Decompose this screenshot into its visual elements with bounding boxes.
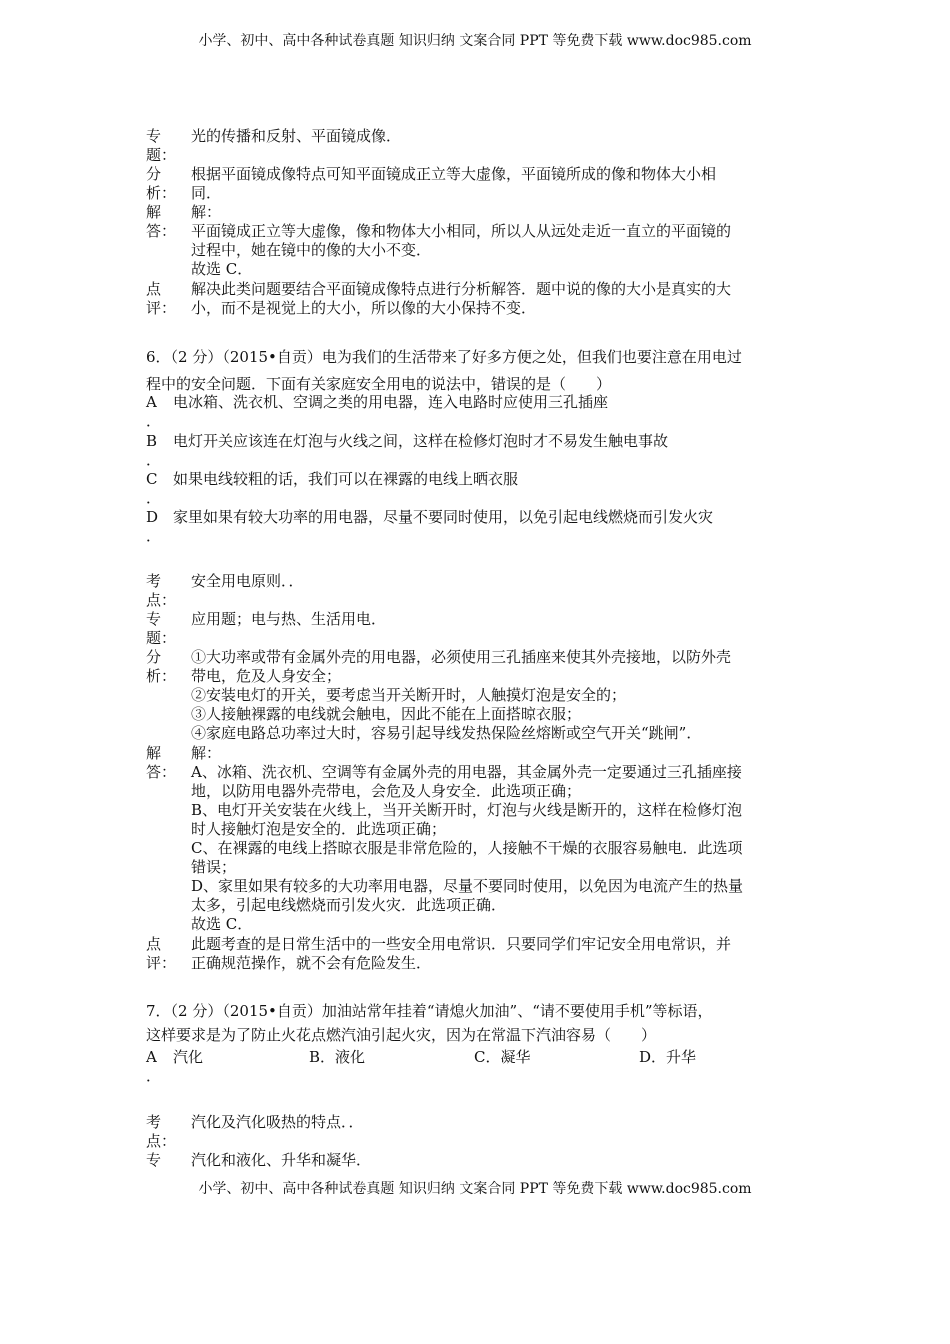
- page-header: 小学、初中、高中各种试卷真题 知识归纳 文案合同 PPT 等免费下载 www.doc985.com: [198, 33, 752, 49]
- section-text: 安全用电原则．．: [191, 572, 304, 590]
- section-text: 解： 平面镜成正立等大虚像，像和物体大小相同，所以人从远处走近一直立的平面镜的 过程中，她在镜中的像的大小不变． 故选 C．: [191, 203, 732, 278]
- option-a-letter: A: [146, 1048, 157, 1066]
- question-7-option-b: B．液化: [309, 1048, 366, 1066]
- section-label: 分 析：: [146, 165, 177, 202]
- prev-answer-section: [146, 203, 826, 279]
- q6-analysis-section: [146, 648, 826, 743]
- section-label: 分 析：: [146, 648, 177, 685]
- section-text: 汽化及汽化吸热的特点．．: [191, 1113, 364, 1131]
- section-label: 专: [146, 1151, 162, 1169]
- q6-topic-section: [146, 610, 826, 648]
- section-text: 光的传播和反射、平面镜成像．: [191, 127, 402, 145]
- section-text: 解决此类问题要结合平面镜成像特点进行分析解答．题中说的像的大小是真实的大 小，而不是视觉上的大小，所以像的大小保持不变．: [191, 280, 732, 317]
- question-6-stem: 6．（2 分）（2015•自贡）电为我们的生活带来了好多方便之处，但我们也要注意在用电过 程中的安全问题．下面有关家庭安全用电的说法中，错误的是（ ）: [146, 348, 742, 393]
- section-label: 点 评：: [146, 935, 177, 972]
- section-label: 解 答：: [146, 744, 177, 781]
- page-footer: 小学、初中、高中各种试卷真题 知识归纳 文案合同 PPT 等免费下载 www.doc985.com: [198, 1181, 752, 1197]
- section-label: 解 答：: [146, 203, 177, 240]
- section-label: 专 题：: [146, 127, 177, 164]
- section-text: 汽化和液化、升华和凝华．: [191, 1151, 372, 1169]
- question-7-option-d: D．升华: [639, 1048, 697, 1066]
- q6-knowledge-point-section: [146, 572, 826, 610]
- section-text: 根据平面镜成像特点可知平面镜成正立等大虚像，平面镜所成的像和物体大小相 同．: [191, 165, 717, 202]
- section-label: 专 题：: [146, 610, 177, 647]
- q6-comment-section: [146, 935, 826, 973]
- section-text: 应用题；电与热、生活用电．: [191, 610, 387, 628]
- question-7-stem: 7．（2 分）（2015•自贡）加油站常年挂着“请熄火加油”、“请不要使用手机”等标语， 这样要求是为了防止火花点燃汽油引起火灾，因为在常温下汽油容易（ ）: [146, 1002, 713, 1044]
- q7-knowledge-point-section: [146, 1113, 826, 1151]
- question-6-option-b: B ． 电灯开关应该连在灯泡与火线之间，这样在检修灯泡时才不易发生触电事故: [146, 432, 669, 469]
- question-6-option-c: C ． 如果电线较粗的话，我们可以在裸露的电线上晒衣服: [146, 470, 519, 507]
- question-6-option-d: D ． 家里如果有较大功率的用电器，尽量不要同时使用，以免引起电线燃烧而引发火灾: [146, 508, 714, 545]
- question-7-option-c: C．凝华: [474, 1048, 531, 1066]
- question-6-option-a: A ． 电冰箱、洗衣机、空调之类的用电器，连入电路时应使用三孔插座: [146, 393, 609, 430]
- question-7-option-a: 汽化: [173, 1048, 204, 1066]
- q7-topic-section: [146, 1151, 826, 1170]
- section-text: 此题考查的是日常生活中的一些安全用电常识．只要同学们牢记安全用电常识，并 正确规范操作，就不会有危险发生．: [191, 935, 732, 972]
- section-label: 考 点：: [146, 572, 177, 609]
- question-7-options: A ． 汽化 B．液化 C．凝华 D．升华: [146, 1048, 697, 1085]
- section-label: 点 评：: [146, 280, 177, 317]
- prev-analysis-section: [146, 165, 826, 203]
- section-text: ①大功率或带有金属外壳的用电器，必须使用三孔插座来使其外壳接地，以防外壳 带电，危及人身安全； ②安装电灯的开关，要考虑当开关断开时，人触摸灯泡是安全的； ③人接触裸露的电线就会触电，因此不能在上面搭晾衣服； ④家庭电路总功率过大时，容易引起导线发热保险丝熔断或空气开关“跳闸”．: [191, 648, 732, 742]
- prev-topic-section: [146, 127, 826, 165]
- section-text: 解： A、冰箱、洗衣机、空调等有金属外壳的用电器，其金属外壳一定要通过三孔插座接 地，以防用电器外壳带电，会危及人身安全．此选项正确； B、电灯开关安装在火线上，当开关断开时，灯泡与火线是断开的，这样在检修灯泡 时人接触灯泡是安全的．此选项正确； C、在裸露的电线上搭晾衣服是非常危险的，人接触不干燥的衣服容易触电．此选项 错误； D、家里如果有较多的大功率用电器，尽量不要同时使用，以免因为电流产生的热量 太多，引起电线燃烧而引发火灾．此选项正确． 故选 C．: [191, 744, 744, 933]
- q6-answer-section: [146, 744, 826, 934]
- section-label: 考 点：: [146, 1113, 177, 1150]
- prev-comment-section: [146, 280, 826, 318]
